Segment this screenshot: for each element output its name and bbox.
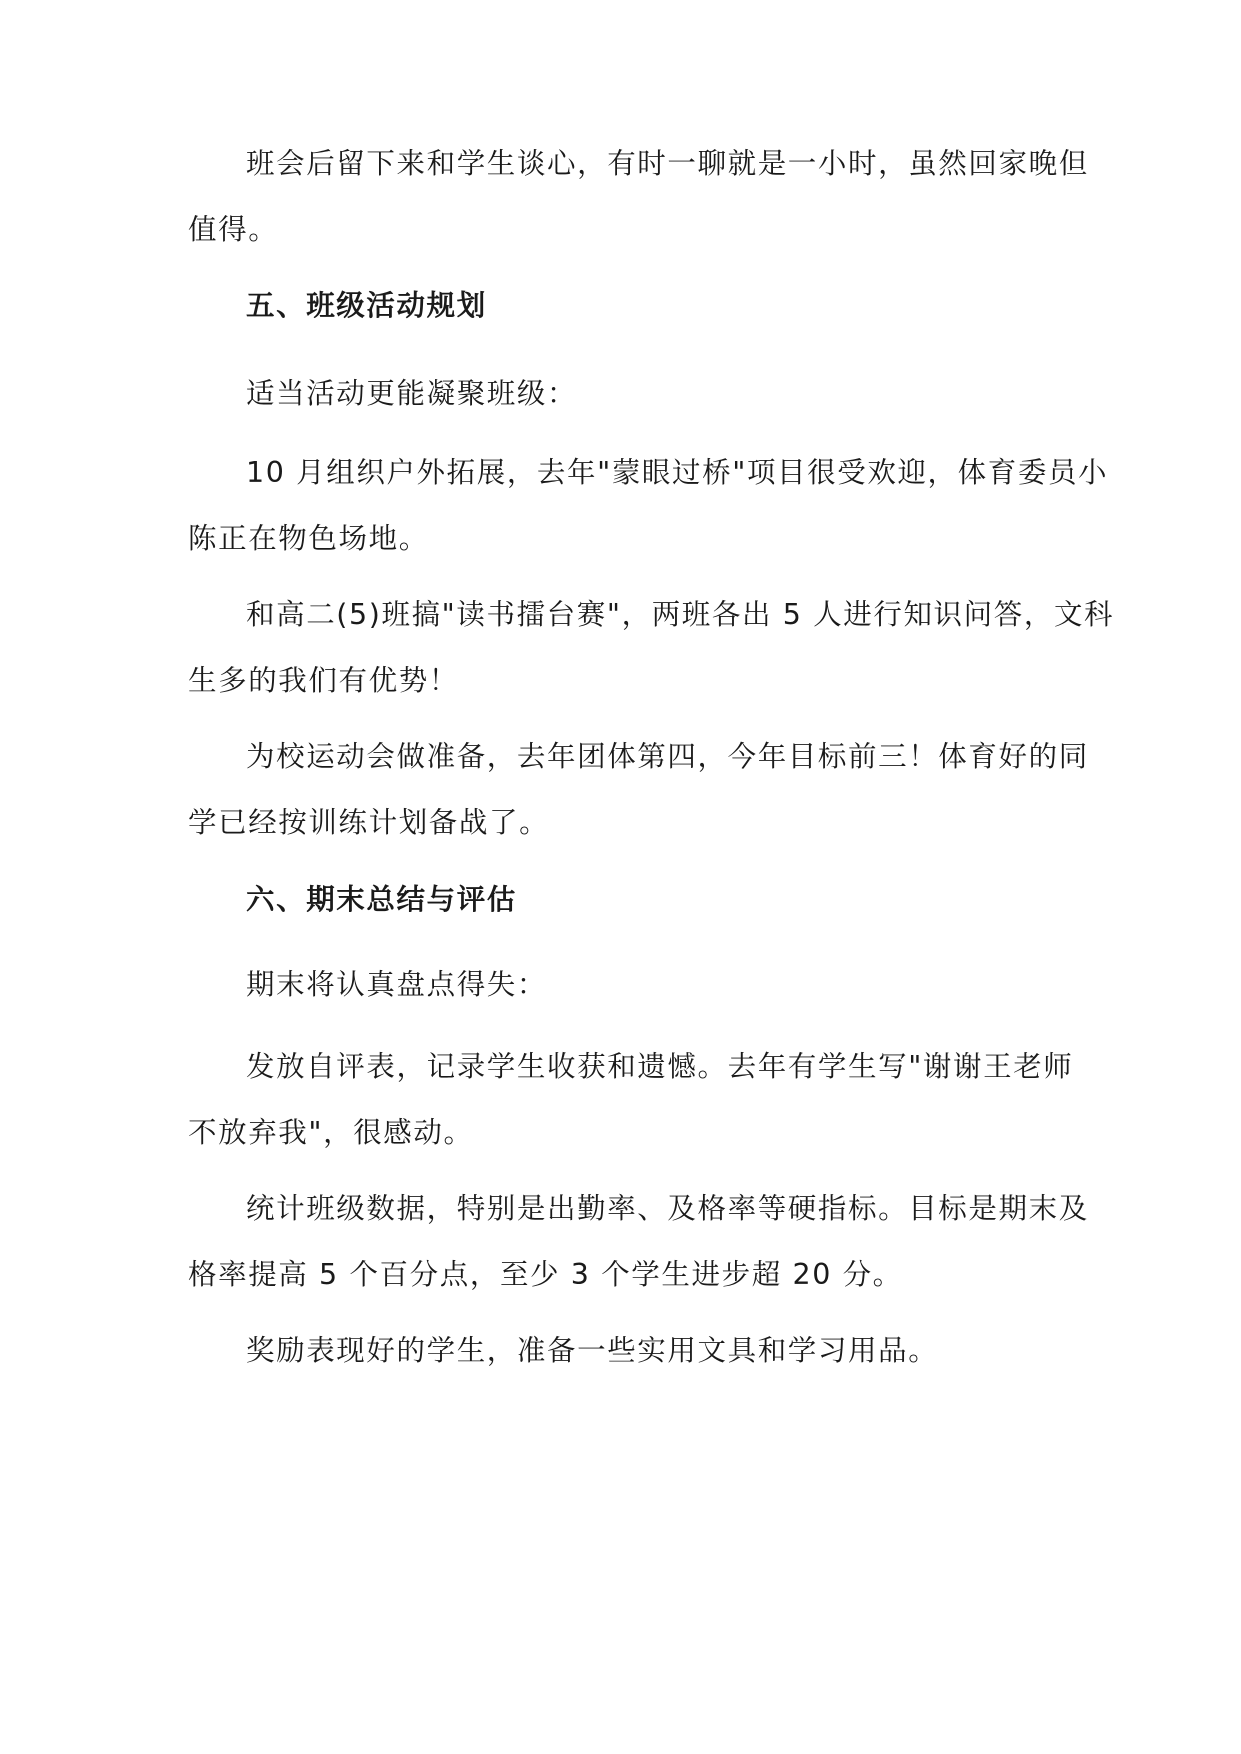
paragraph-review-intro: [188, 952, 1060, 1018]
paragraph-reading-contest: [188, 582, 1115, 714]
paragraph-line: 和高二(5)班搞"读书擂台赛"，两班各出 5 人进行知识问答，文科: [246, 598, 1115, 631]
paragraph-outdoor-expansion: [188, 440, 1109, 572]
paragraph-line: 统计班级数据，特别是出勤率、及格率等硬指标。目标是期末及: [246, 1192, 1089, 1225]
paragraph-self-evaluation: [188, 1034, 1074, 1166]
paragraph-line: 学已经按训练计划备战了。: [188, 806, 550, 839]
paragraph-line: 为校运动会做准备，去年团体第四，今年目标前三！体育好的同: [246, 740, 1089, 773]
paragraph-line: 格率提高 5 个百分点，至少 3 个学生进步超 20 分。: [188, 1258, 903, 1291]
paragraph-line: 期末将认真盘点得失：: [246, 968, 548, 1001]
heading-text: 五、班级活动规划: [246, 289, 487, 322]
paragraph-talk-with-students: [188, 131, 1089, 263]
paragraph-line: 班会后留下来和学生谈心，有时一聊就是一小时，虽然回家晚但: [246, 147, 1089, 180]
paragraph-rewards: [188, 1318, 1060, 1384]
heading-text: 六、期末总结与评估: [246, 883, 517, 916]
paragraph-activity-intro: [188, 361, 1060, 427]
paragraph-line: 值得。: [188, 213, 279, 246]
paragraph-line: 生多的我们有优势！: [188, 664, 459, 697]
paragraph-line: 陈正在物色场地。: [188, 522, 429, 555]
paragraph-sports-meet: [188, 724, 1089, 856]
paragraph-line: 适当活动更能凝聚班级：: [246, 377, 578, 410]
paragraph-line: 10 月组织户外拓展，去年"蒙眼过桥"项目很受欢迎，体育委员小: [246, 456, 1109, 489]
section-heading-final-review: [188, 867, 1060, 933]
section-heading-activity-plan: [188, 273, 1060, 339]
paragraph-class-statistics: [188, 1176, 1089, 1308]
paragraph-line: 不放弃我"，很感动。: [188, 1116, 474, 1149]
paragraph-line: 奖励表现好的学生，准备一些实用文具和学习用品。: [246, 1334, 939, 1367]
paragraph-line: 发放自评表，记录学生收获和遗憾。去年有学生写"谢谢王老师: [246, 1050, 1074, 1083]
